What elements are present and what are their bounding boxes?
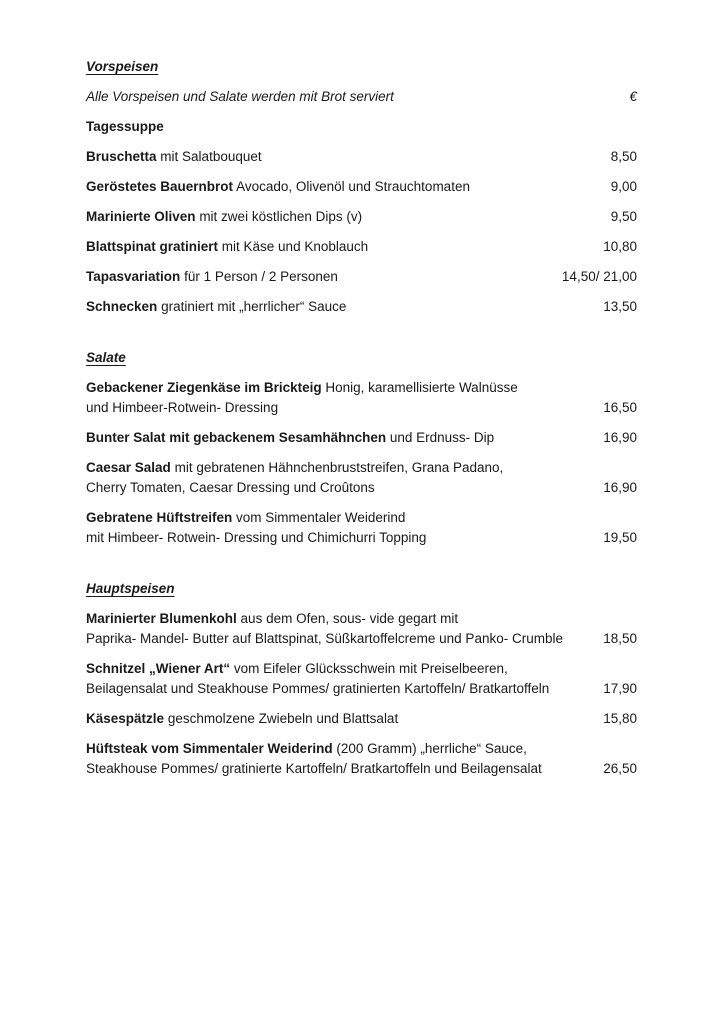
menu-item-text: [86, 147, 599, 167]
menu-item-description-line: Beilagensalat und Steakhouse Pommes/ gratinierten Kartoffeln/ Bratkartoffeln: [86, 681, 550, 696]
menu-section-salate: [86, 348, 637, 548]
menu-item-name: Blattspinat gratiniert: [86, 239, 219, 254]
menu-item-price: 15,80: [603, 711, 637, 726]
menu-section-vorspeisen: [86, 57, 637, 317]
menu-item-text: [86, 117, 625, 137]
section-title: [86, 57, 637, 77]
menu-item-price: 14,50/ 21,00: [561, 269, 637, 284]
menu-item-name: Caesar Salad: [86, 460, 171, 475]
menu-item-text: [86, 207, 599, 227]
section-title-text: Vorspeisen: [86, 59, 159, 74]
menu-item-price: 8,50: [610, 149, 637, 164]
menu-item-description: [184, 269, 338, 284]
menu-item-text: [86, 739, 591, 779]
menu-item-name: Bruschetta: [86, 149, 157, 164]
menu-item-text: [86, 237, 591, 257]
menu-item-description-line: für 1 Person / 2 Personen: [184, 269, 338, 284]
menu-item-price: 26,50: [603, 761, 637, 776]
menu-item-description-line: Honig, karamellisierte Walnüsse: [325, 380, 518, 395]
menu-item-name: Hüftsteak vom Simmentaler Weiderind: [86, 741, 333, 756]
menu-item: [86, 508, 637, 548]
menu-item-text: [86, 508, 591, 548]
menu-item-description-line: mit Käse und Knoblauch: [221, 239, 369, 254]
menu-item: [86, 267, 637, 287]
menu-item-description-line: vom Simmentaler Weiderind: [236, 510, 406, 525]
menu-item-name: Geröstetes Bauernbrot: [86, 179, 234, 194]
menu-item-text: [86, 609, 591, 649]
menu-section-hauptspeisen: [86, 579, 637, 779]
menu-item-description-line: und Erdnuss- Dip: [389, 430, 495, 445]
menu-item-name: Schnitzel „Wiener Art“: [86, 661, 231, 676]
menu-item: [86, 378, 637, 418]
menu-item-price: 16,90: [603, 480, 637, 495]
menu-item-description: [236, 179, 470, 194]
menu-item-description: [161, 299, 346, 314]
menu-item: [86, 609, 637, 649]
menu-item-description-line: und Himbeer-Rotwein- Dressing: [86, 400, 279, 415]
section-title-text: Hauptspeisen: [86, 581, 175, 596]
menu-item: [86, 428, 637, 448]
section-note: Alle Vorspeisen und Salate werden mit Brot serviert: [86, 89, 394, 104]
menu-item: [86, 147, 637, 167]
menu-item-description-line: mit Salatbouquet: [160, 149, 262, 164]
menu-item-name: Tagessuppe: [86, 119, 164, 134]
menu-item-description: [199, 209, 362, 224]
menu-item-name: Käsespätzle: [86, 711, 165, 726]
menu-root: [86, 57, 637, 779]
menu-item-description: [168, 711, 398, 726]
menu-item-price: 10,80: [603, 239, 637, 254]
section-title: [86, 348, 637, 368]
menu-item-name: Tapasvariation: [86, 269, 181, 284]
menu-item-price: 18,50: [603, 631, 637, 646]
menu-item-description: [222, 239, 368, 254]
menu-item-text: [86, 709, 591, 729]
menu-item-description: [390, 430, 494, 445]
menu-item-text: [86, 267, 550, 287]
menu-item-price: 16,50: [603, 400, 637, 415]
menu-item-price: 9,00: [610, 179, 637, 194]
menu-item-description-line: Avocado, Olivenöl und Strauchtomaten: [236, 179, 470, 194]
menu-item-text: [86, 378, 591, 418]
menu-item: [86, 709, 637, 729]
menu-item-text: [86, 177, 599, 197]
menu-item-price: 13,50: [603, 299, 637, 314]
menu-item-description-line: Cherry Tomaten, Caesar Dressing und Croûtons: [86, 480, 375, 495]
menu-item: [86, 739, 637, 779]
menu-item-description-line: mit zwei köstlichen Dips (v): [199, 209, 363, 224]
menu-item-name: Gebackener Ziegenkäse im Brickteig: [86, 380, 322, 395]
menu-item-name: Schnecken: [86, 299, 158, 314]
menu-item-price: 16,90: [603, 430, 637, 445]
menu-item-name: Bunter Salat mit gebackenem Sesamhähnchen: [86, 430, 387, 445]
menu-item: [86, 207, 637, 227]
menu-item-description-line: mit Himbeer- Rotwein- Dressing und Chimichurri Topping: [86, 530, 427, 545]
menu-item-price: 19,50: [603, 530, 637, 545]
section-title: [86, 579, 637, 599]
menu-item-description-line: vom Eifeler Glücksschwein mit Preiselbeeren,: [233, 661, 508, 676]
menu-item-name: Gebratene Hüftstreifen: [86, 510, 233, 525]
menu-item-description: [160, 149, 261, 164]
menu-item: [86, 177, 637, 197]
menu-item-text: [86, 428, 591, 448]
menu-item-description-line: Paprika- Mandel- Butter auf Blattspinat, Süßkartoffelcreme und Panko- Crumble: [86, 631, 563, 646]
menu-item: [86, 659, 637, 699]
menu-item: [86, 117, 637, 137]
menu-item: [86, 458, 637, 498]
section-title-text: Salate: [86, 350, 126, 365]
menu-item-description-line: Steakhouse Pommes/ gratinierte Kartoffeln/ Bratkartoffeln und Beilagensalat: [86, 761, 542, 776]
currency-symbol: €: [629, 89, 637, 104]
menu-item-description-line: geschmolzene Zwiebeln und Blattsalat: [167, 711, 399, 726]
section-note-row: [86, 87, 637, 107]
menu-item: [86, 297, 637, 317]
menu-item-name: Marinierte Oliven: [86, 209, 196, 224]
menu-item-text: [86, 297, 591, 317]
menu-item-name: Marinierter Blumenkohl: [86, 611, 237, 626]
menu-item-price: 9,50: [610, 209, 637, 224]
menu-item-price: 17,90: [603, 681, 637, 696]
menu-item-description-line: aus dem Ofen, sous- vide gegart mit: [240, 611, 459, 626]
menu-item-description-line: (200 Gramm) „herrliche“ Sauce,: [336, 741, 527, 756]
menu-item-text: [86, 458, 591, 498]
menu-item-description-line: mit gebratenen Hähnchenbruststreifen, Grana Padano,: [174, 460, 504, 475]
menu-item-description-line: gratiniert mit „herrlicher“ Sauce: [161, 299, 347, 314]
menu-item-text: [86, 659, 591, 699]
menu-item: [86, 237, 637, 257]
